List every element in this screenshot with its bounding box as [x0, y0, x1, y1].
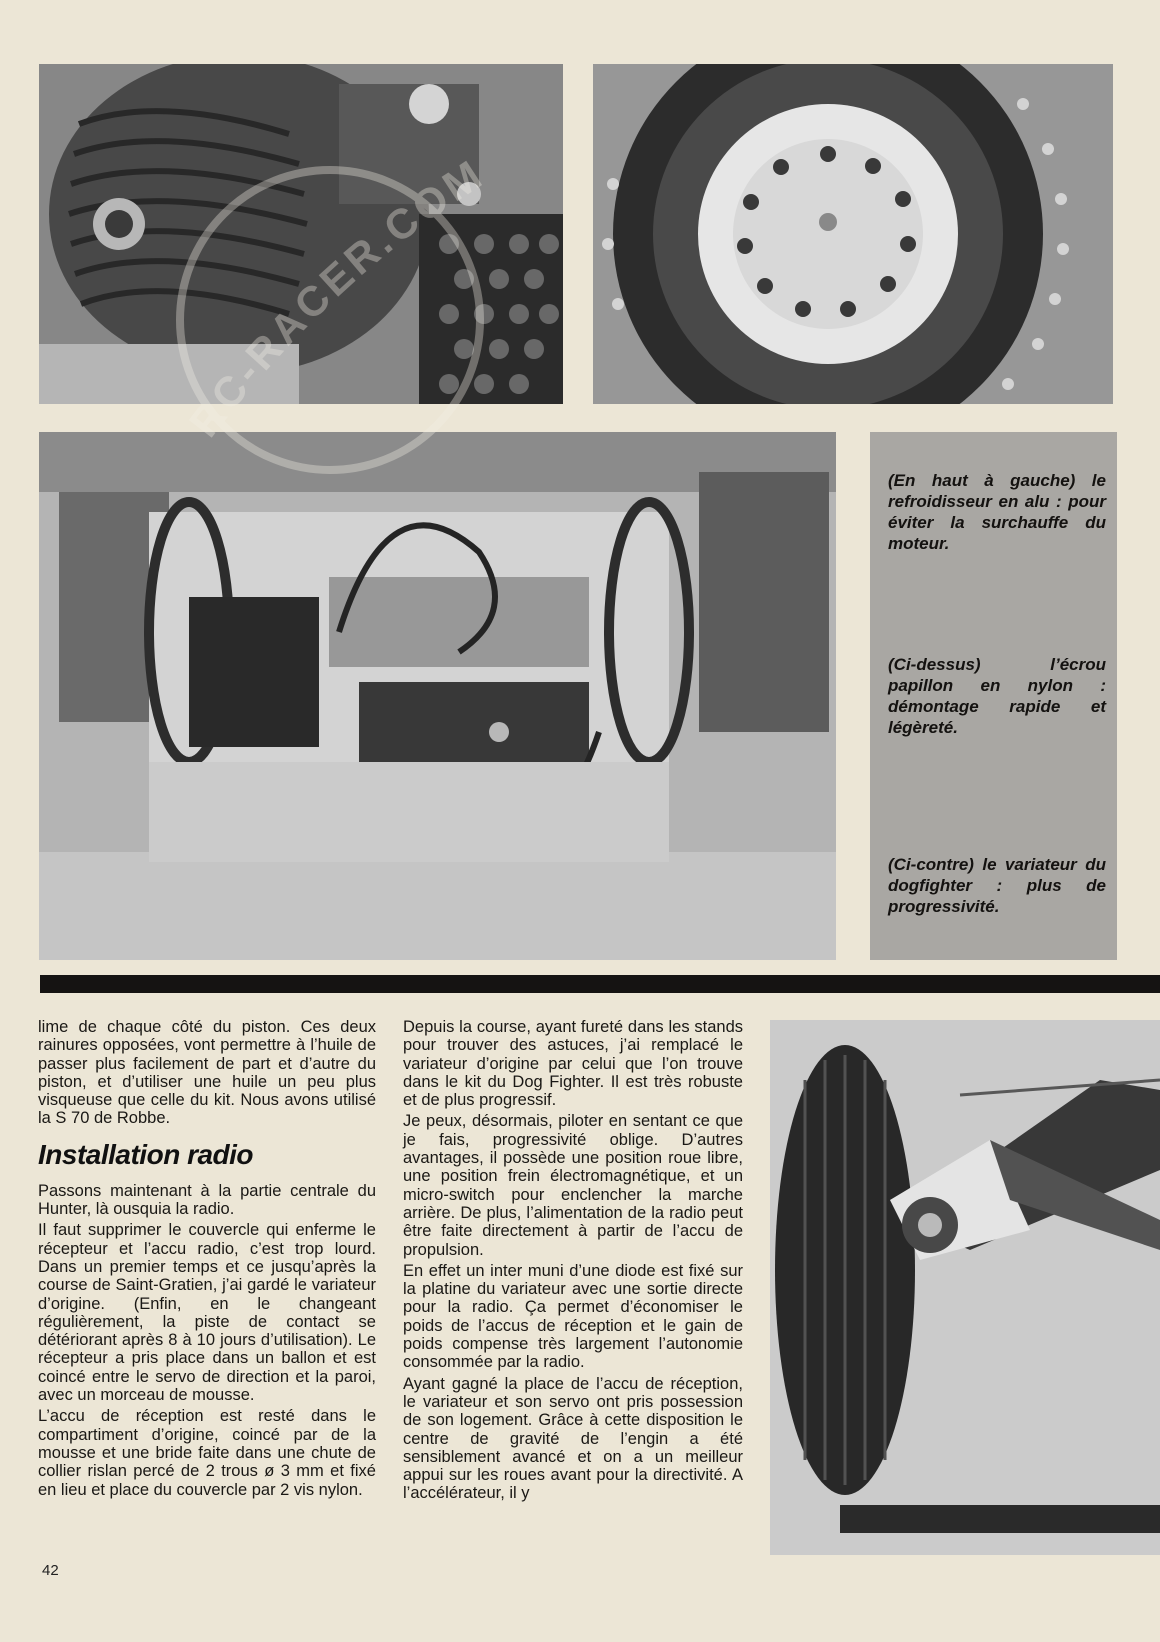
article-paragraph: Je peux, désormais, piloter en sentant ce que je fais, progressivité oblige. D’autres avantages, il possède une position roue libre, une position frein électromagnétique, et un micro-switch pour enclencher la marche arrière. De plus, l’alimentation de la radio peut être faite directement à partir de l’accu de propulsion. — [403, 1112, 743, 1259]
section-heading: Installation radio — [38, 1138, 254, 1170]
section-divider — [40, 975, 1160, 993]
caption-above: (Ci-dessus) l’écrou papillon en nylon : démontage rapide et légèreté. — [888, 655, 1106, 737]
speed-controller-photo — [39, 432, 836, 960]
article-column-left — [38, 1018, 376, 1502]
page-number: 42 — [42, 1562, 59, 1579]
article-paragraph: L’accu de réception est resté dans le compartiment d’origine, coincé par de la mousse et une bride faite dans une chute de collier rislan percé de 2 trous ø 3 mm et fixé en lieu et place du couvercle par 2 vis nylon. — [38, 1407, 376, 1499]
article-paragraph: Depuis la course, ayant fureté dans les stands pour trouver des astuces, j’ai remplacé le variateur d’origine par celui que l’on trouve dans le kit du Dog Fighter. Il est très robuste et de plus progressif. — [403, 1018, 743, 1110]
caption-beside: (Ci-contre) le variateur du dogfighter : plus de progressivité. — [888, 855, 1106, 916]
wheel-nut-photo — [593, 64, 1113, 404]
caption-box — [870, 432, 1117, 960]
article-paragraph: Passons maintenant à la partie centrale du Hunter, là ousquia la radio. — [38, 1181, 376, 1219]
article-paragraph: lime de chaque côté du piston. Ces deux rainures opposées, vont permettre à l’huile de passer plus facilement de part et d’autre du piston, et d’utiliser une huile un peu plus visqueuse que celle du kit. Nous avons utilisé la S 70 de Robbe. — [38, 1018, 376, 1128]
article-column-middle — [403, 1018, 743, 1506]
watermark-text: RC-RACER.COM — [179, 149, 493, 446]
article-paragraph: Ayant gagné la place de l’accu de réception, le variateur et son servo ont pris possession de son logement. Grâce à cette disposition le centre de gravité de l’engin a été sensiblement avancé et on a un meilleur appui sur les roues avant pour la directivité. A l’accélérateur, il y — [403, 1374, 743, 1503]
front-wheel-photo — [770, 1020, 1160, 1555]
engine-cooler-photo — [39, 64, 563, 404]
caption-top-left: (En haut à gauche) le refroidisseur en alu : pour éviter la surchauffe du moteur. — [888, 471, 1106, 553]
article-paragraph: En effet un inter muni d’une diode est fixé sur la platine du variateur avec une sortie directe pour la radio. Ça permet d’économiser le poids de l’accus de réception et le gain de poids compense très largement l’autonomie consommée par la radio. — [403, 1261, 743, 1372]
article-paragraph: Il faut supprimer le couvercle qui enferme le récepteur et l’accu radio, c’est trop lourd. Dans un premier temps et ce jusqu’après la course de Saint-Gratien, j’ai gardé le variateur d’origine. (Enfin, en le changeant régulièrement, la piste de contact se détériorant après 8 à 10 jours d’utilisation). Le récepteur a pris place dans un ballon et est coincé entre le servo de direction et la paroi, avec un morceau de mousse. — [38, 1221, 376, 1405]
